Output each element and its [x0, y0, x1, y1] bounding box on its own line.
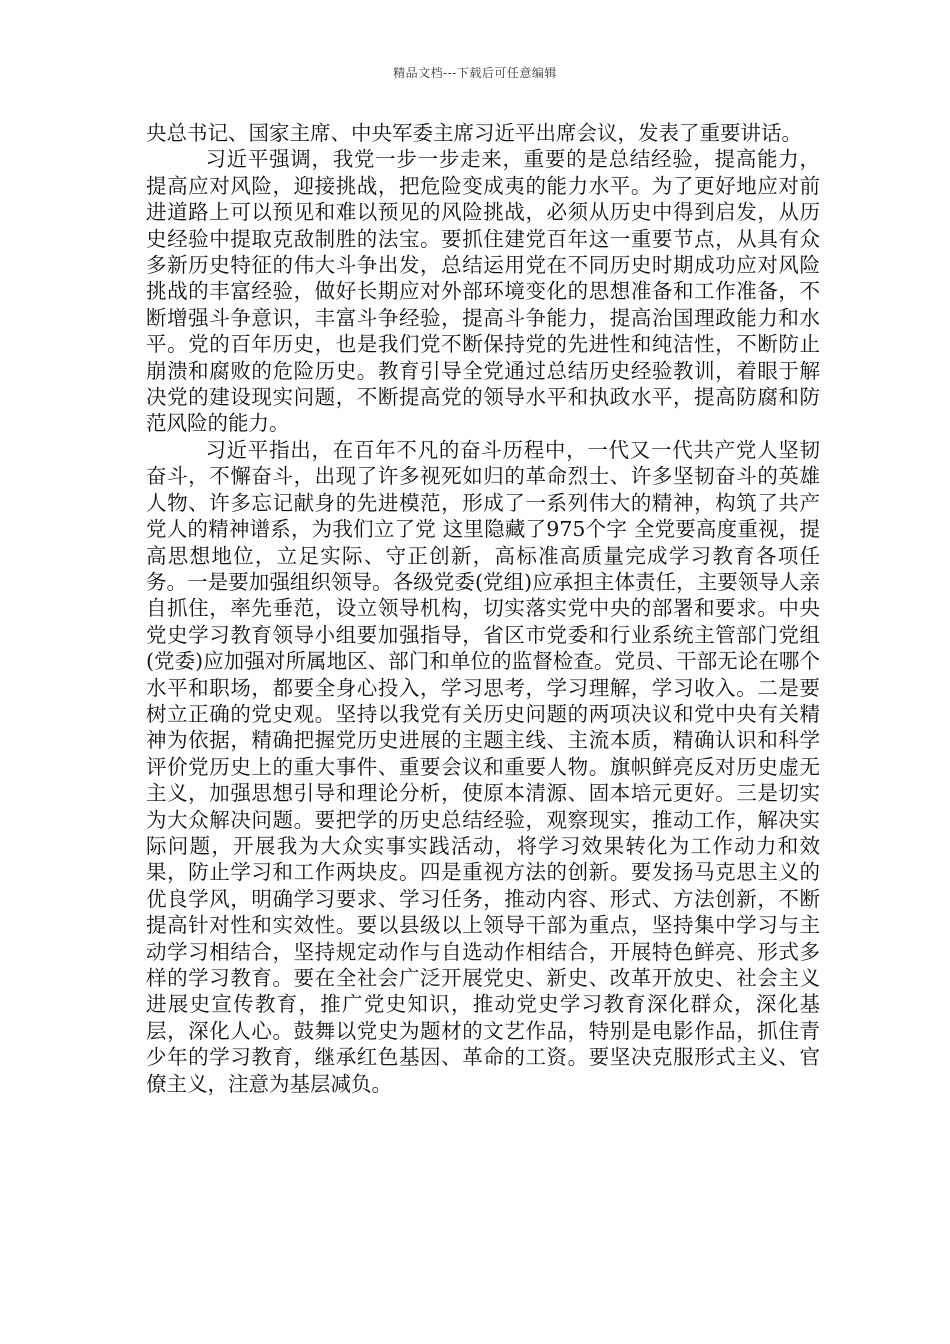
page-header: 精品文档---下载后可任意编辑 — [393, 66, 557, 80]
paragraph-3: 习近平指出，在百年不凡的奋斗历程中，一代又一代共产党人坚韧奋斗，不懈奋斗，出现了许多视死如归的革命烈士、许多坚韧奋斗的英雄人物、许多忘记献身的先进模范，形成了一系列伟大的精神，构筑了共产党人的精神谱系，为我们立了党 这里隐藏了975个字 全党要高度重视，提高思想地位，立足实际、守正创新，高标准高质量完成学习教育各项任务。一是要加强组织领导。各级党委(党组)应承担主体责任，主要领导人亲自抓住，率先垂范，设立领导机构，切实落实党中央的部署和要求。中央党史学习教育领导小组要加强指导，省区市党委和行业系统主管部门党组(党委)应加强对所属地区、部门和单位的监督检查。党员、干部无论在哪个水平和职场，都要全身心投入，学习思考，学习理解，学习收入。二是要树立正确的党史观。坚持以我党有关历史问题的两项决议和党中央有关精神为依据，精确把握党历史进展的主题主线、主流本质，精确认识和科学评价党历史上的重大事件、重要会议和重要人物。旗帜鲜亮反对历史虚无主义，加强思想引导和理论分析，使原本清源、固本培元更好。三是切实为大众解决问题。要把学的历史总结经验，观察现实，推动工作，解决实际问题，开展我为大众实事实践活动，将学习效果转化为工作动力和效果，防止学习和工作两块皮。四是重视方法的创新。要发扬马克思主义的优良学风，明确学习要求、学习任务，推动内容、形式、方法创新，不断提高针对性和实效性。要以县级以上领导干部为重点，坚持集中学习与主动学习相结合，坚持规定动作与自选动作相结合，开展特色鲜亮、形式多样的学习教育。要在全社会广泛开展党史、新史、改革开放史、社会主义进展史宣传教育，推广党史知识，推动党史学习教育深化群众，深化基层，深化人心。鼓舞以党史为题材的文艺作品，特别是电影作品，抓住青少年的学习教育，继承红色基因、革命的工资。要坚决克服形式主义、官僚主义，注意为基层减负。 — [146, 437, 820, 1096]
paragraph-2: 习近平强调，我党一步一步走来，重要的是总结经验，提高能力，提高应对风险，迎接挑战，把危险变成夷的能力水平。为了更好地应对前进道路上可以预见和难以预见的风险挑战，必须从历史中得到启发，从历史经验中提取克敌制胜的法宝。要抓住建党百年这一重要节点，从具有众多新历史特征的伟大斗争出发，总结运用党在不同历史时期成功应对风险挑战的丰富经验，做好长期应对外部环境变化的思想准备和工作准备，不断增强斗争意识，丰富斗争经验，提高斗争能力，提高治国理政能力和水平。党的百年历史，也是我们党不断保持党的先进性和纯洁性，不断防止崩溃和腐败的危险历史。教育引导全党通过总结历史经验教训，着眼于解决党的建设现实问题，不断提高党的领导水平和执政水平，提高防腐和防范风险的能力。 — [146, 147, 820, 436]
document-body — [146, 120, 820, 1097]
paragraph-1: 央总书记、国家主席、中央军委主席习近平出席会议，发表了重要讲话。 — [146, 121, 802, 145]
